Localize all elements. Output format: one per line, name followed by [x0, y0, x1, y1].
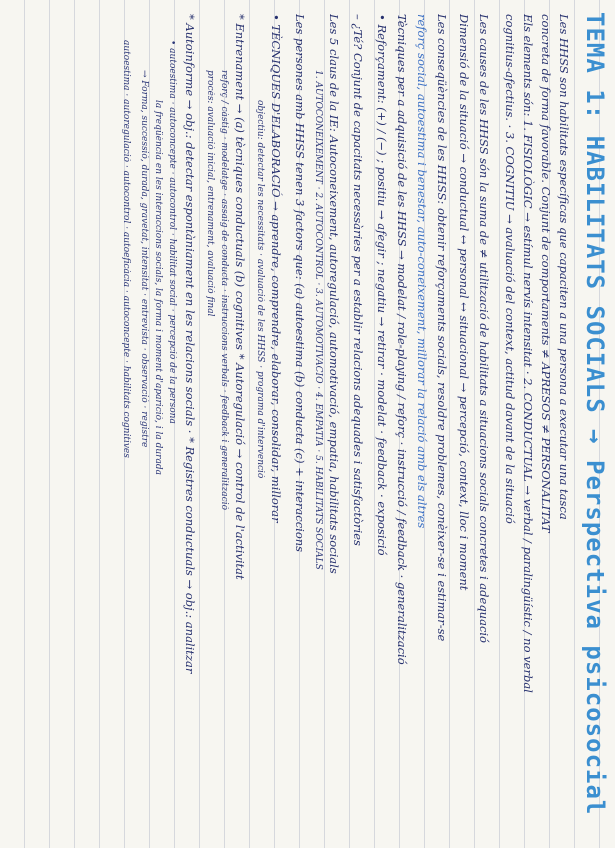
note-line: Les HHSS son habilitats específicas que capaciten a una persona a executar una tasca	[557, 14, 571, 520]
note-line: • Reforçament: (+) / (−) ; positiu → afegir ; negatiu → retirar · modelat · feedback · exposició	[375, 14, 389, 556]
note-line: Dimensió de la situació → conductual ↔ personal ↔ situacional → percepció, context, lloc i moment	[457, 14, 471, 591]
note-line: – ¿Té? Conjunt de capacitats necessàries per a establir relacions adequades i satisfactòries	[351, 14, 365, 546]
note-line: Les 5 claus de la IE: Autoconeixement, autoregulació, automotivació, empatia, habilitats socials	[327, 14, 341, 574]
note-line: reforç social, autoestima i benestar, auto-coneixement, millorar la relació amb els altres	[415, 14, 429, 529]
page-title: TEMA 1: HABILITATS SOCIALS → Perspectiva psicosocial	[581, 12, 609, 816]
note-line: Les conseqüències de les HHSS: obtenir reforçaments socials, resoldre problemes, conèixer-se i estimar-se	[435, 14, 449, 642]
note-line: 1. AUTOCONEIXEMENT · 2. AUTOCONTROL · 3. AUTOMOTIVACIÓ · 4. EMPATIA · 5. HABILITATS SOCIALS	[313, 70, 323, 570]
note-line: • TÈCNIQUES D'ELABORACIÓ → aprendre, comprendre, elaborar, consolidar, millorar	[269, 14, 283, 523]
note-line: • autoestima · autoconcepte · autocontrol · habilitat social · percepció de la persona	[167, 40, 177, 424]
note-line: Les persones amb HHSS tenen 3 factors que: (a) autoestima (b) conducta (c) + interaccions	[293, 14, 307, 553]
note-line: objectiu: detectar les necessitats · avaluació de les HHSS · programa d'intervenció	[255, 100, 265, 479]
note-line: procés: avaluació inicial, entrenament, avaluació final	[205, 70, 215, 317]
note-line: reforç / càstig · modelatge · assaig de conducta · instruccions verbals · feedback i generalització	[219, 70, 229, 510]
note-line: * Entrenament → (a) tècniques conductuals (b) cognitives * Autoregulació → control de l'activitat	[233, 14, 247, 580]
note-line: Els elements són: 1. FISIOLÒGIC → estímul nervís intensitat · 2. CONDUCTUAL → verbal / paralingüístic / no verbal	[521, 14, 535, 693]
note-line: concreta de forma favorable. Conjunt de comportaments ≠ APRESOS ≠ PERSONALITAT	[539, 14, 553, 533]
note-line: autoestima · autoregulació · autocontrol · autoeficàcia · autoconcepte · habilitats cognitives	[121, 40, 131, 458]
note-line: * Autoinforme → obj.: detectar espontàniament en les relacions socials · * Registres conductuals → obj.: analitzar	[183, 14, 197, 674]
note-line: Tècniques per a adquisició de les HHSS → modelat / role-playing / reforç · instrucció / feedback · generalització	[395, 14, 409, 665]
note-line: cognitius-afectius. · 3. COGNITIU → avaluació del context, actitud davant de la situació	[503, 14, 517, 524]
note-line: Les causes de les HHSS són la suma de ≠ utilització de habilitats a situacions socials concretes i adequació	[477, 14, 491, 643]
note-line: → Forma, successió, durada, gravetat, intensitat · entrevista · observació · registre	[139, 70, 149, 448]
note-line: la freqüència en les interaccions socials, la forma i moment d'aparició, i la durada	[153, 100, 163, 475]
